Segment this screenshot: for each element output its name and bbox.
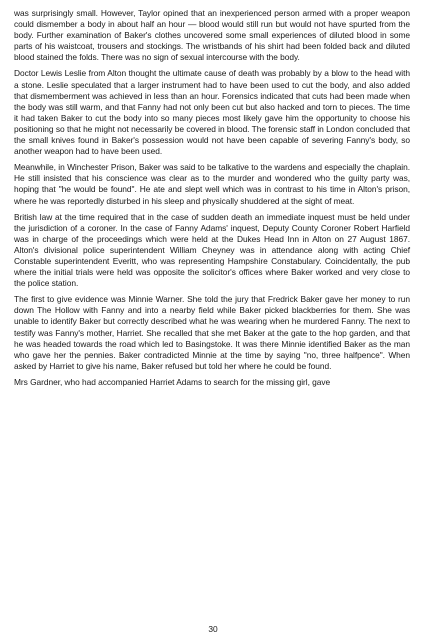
paragraph-3: Meanwhile, in Winchester Prison, Baker was said to be talkative to the wardens and especially the chaplain. He still insisted that his conscience was clear as to the murder and wondered who the guilty party was, hoping that "he would be found". He ate and slept well which was in contrast to his time in Alton's prison, where he was reportedly disturbed in his sleep and physically shuddered at the sight of meat. — [14, 162, 410, 206]
paragraph-6: Mrs Gardner, who had accompanied Harriet Adams to search for the missing girl, gave — [14, 376, 331, 387]
paragraph-5: The first to give evidence was Minnie Warner. She told the jury that Fredrick Baker gave her money to run down The Hollow with Fanny and into a nearby field while Baker picked blackberries for them. She was unable to identify Baker but correctly described what he was wearing when he murdered Fanny. The next to testify was Fanny's mother, Harriet. She recalled that she met Baker at the gate to the hop garden, and that he was headed towards the road which led to Basingstoke. It was there Minnie identified Baker as the man who gave her the pennies. Baker contradicted Minnie at the time by saying "no, three halfpence". When asked by Harriet to give his name, Baker refused but told her where he could be found. — [14, 294, 410, 371]
page-number: 30 — [208, 624, 218, 634]
body-text — [14, 8, 410, 388]
paragraph-1: was surprisingly small. However, Taylor opined that an inexperienced person armed with a proper weapon could dismember a body in about half an hour — blood would still run but would not have spurted from the body. Further examination of Baker's clothes uncovered some small experiences of diluted blood in some parts of his waistcoat, trousers and stockings. The wristbands of his shirt had been folded back and diluted blood stained the folds. There was no sign of sexual intercourse with the body. — [14, 8, 410, 63]
paragraph-2: Doctor Lewis Leslie from Alton thought the ultimate cause of death was probably by a blow to the head with a stone. Leslie speculated that a larger instrument had to have been used to cut the body, and also added that dismemberment was achieved in less than an hour. Forensics indicated that cuts had been made when the body was still warm, and that Fanny had not only been cut but also hacked and torn to pieces. The time it had taken Baker to cut the body into so many pieces most likely gave him the opportunity to choose his positioning so that he might not necessarily be covered in blood. The forensic staff in London concluded that the small knives found in Baker's possession would not have been capable of severing Fanny's body, so another weapon had to have been used. — [14, 68, 410, 157]
paragraph-4: British law at the time required that in the case of sudden death an immediate inquest must be held under the jurisdiction of a coroner. In the case of Fanny Adams' inquest, Deputy County Coroner Robert Harfield was in charge of the proceedings which were held at the Dukes Head Inn in Alton on 27 August 1867. Alton's divisional police superintendent William Cheyney was in attendance along with acting Chief Constable superintendent Everitt, who was representing Hampshire Constabulary. Coincidentally, the pub where the initial trials were held was opposite the solicitor's offices where Baker worked and very close to the police station. — [14, 211, 410, 289]
